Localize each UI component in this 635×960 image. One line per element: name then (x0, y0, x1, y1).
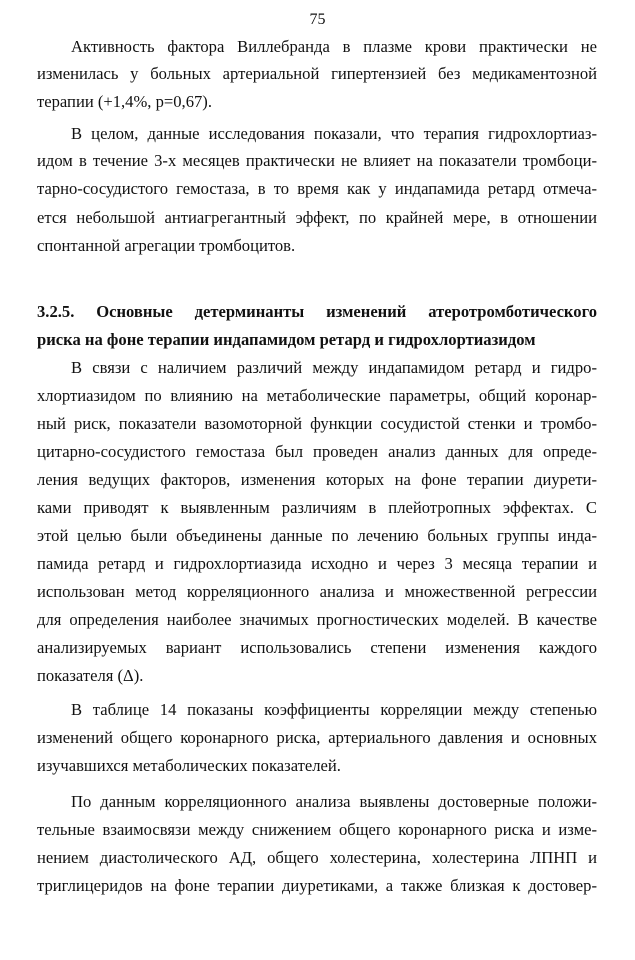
paragraph-3-line: цитарно-сосудистого гемостаза был проведен анализ данных для опреде- (37, 442, 597, 461)
paragraph-3-line: В связи с наличием различий между индапамидом ретард и гидро- (71, 358, 597, 377)
paragraph-4-line: В таблице 14 показаны коэффициенты корреляции между степенью (71, 700, 597, 719)
paragraph-3-line: ления ведущих факторов, изменения которых на фоне терапии диурети- (37, 470, 597, 489)
paragraph-3-line: анализируемых вариант использовались степени изменения каждого (37, 638, 597, 657)
paragraph-3-line: памида ретард и гидрохлортиазида исходно и через 3 месяца терапии и (37, 554, 597, 573)
paragraph-2-line: тарно-сосудистого гемостаза, в то время как у индапамида ретард отмеча- (37, 179, 597, 198)
paragraph-1-line: терапии (+1,4%, р=0,67). (37, 92, 212, 111)
paragraph-3-line: этой целью были объединены данные по лечению больных группы инда- (37, 526, 597, 545)
paragraph-1-line: изменилась у больных артериальной гипертензией без медикаментозной (37, 64, 597, 83)
page-number: 75 (309, 11, 326, 28)
paragraph-4-line: изменений общего коронарного риска, артериального давления и основных (37, 728, 597, 747)
paragraph-5-line: триглицеридов на фоне терапии диуретиками, а также близкая к достовер- (37, 876, 597, 895)
paragraph-5-line: тельные взаимосвязи между снижением общего коронарного риска и изме- (37, 820, 597, 839)
paragraph-3-line: показателя (Δ). (37, 666, 144, 685)
paragraph-3-line: хлортиазидом по влиянию на метаболические параметры, общий коронар- (37, 386, 597, 405)
paragraph-2-line: идом в течение 3-х месяцев практически не влияет на показатели тромбоци- (37, 151, 597, 170)
paragraph-5-line: нением диастолического АД, общего холестерина, холестерина ЛПНП и (37, 848, 597, 867)
section-heading-line: 3.2.5. Основные детерминанты изменений атеротромботического (37, 302, 597, 321)
paragraph-2-line: ется небольшой антиагрегантный эффект, по крайней мере, в отношении (37, 208, 597, 227)
paragraph-3-line: ками приводят к выявленным различиям в плейотропных эффектах. С (37, 498, 597, 517)
paragraph-5-line: По данным корреляционного анализа выявлены достоверные положи- (71, 792, 597, 811)
paragraph-3-line: для определения наиболее значимых прогностических моделей. В качестве (37, 610, 597, 629)
paragraph-4-line: изучавшихся метаболических показателей. (37, 756, 341, 775)
paragraph-1-line: Активность фактора Виллебранда в плазме крови практически не (71, 37, 597, 56)
paragraph-3-line: ный риск, показатели вазомоторной функции сосудистой стенки и тромбо- (37, 414, 597, 433)
paragraph-2-line: спонтанной агрегации тромбоцитов. (37, 236, 296, 255)
paragraph-3-line: использован метод корреляционного анализа и множественной регрессии (37, 582, 597, 601)
section-heading-line: риска на фоне терапии индапамидом ретард и гидрохлортиазидом (37, 330, 536, 349)
paragraph-2-line: В целом, данные исследования показали, что терапия гидрохлортиаз- (71, 124, 597, 143)
